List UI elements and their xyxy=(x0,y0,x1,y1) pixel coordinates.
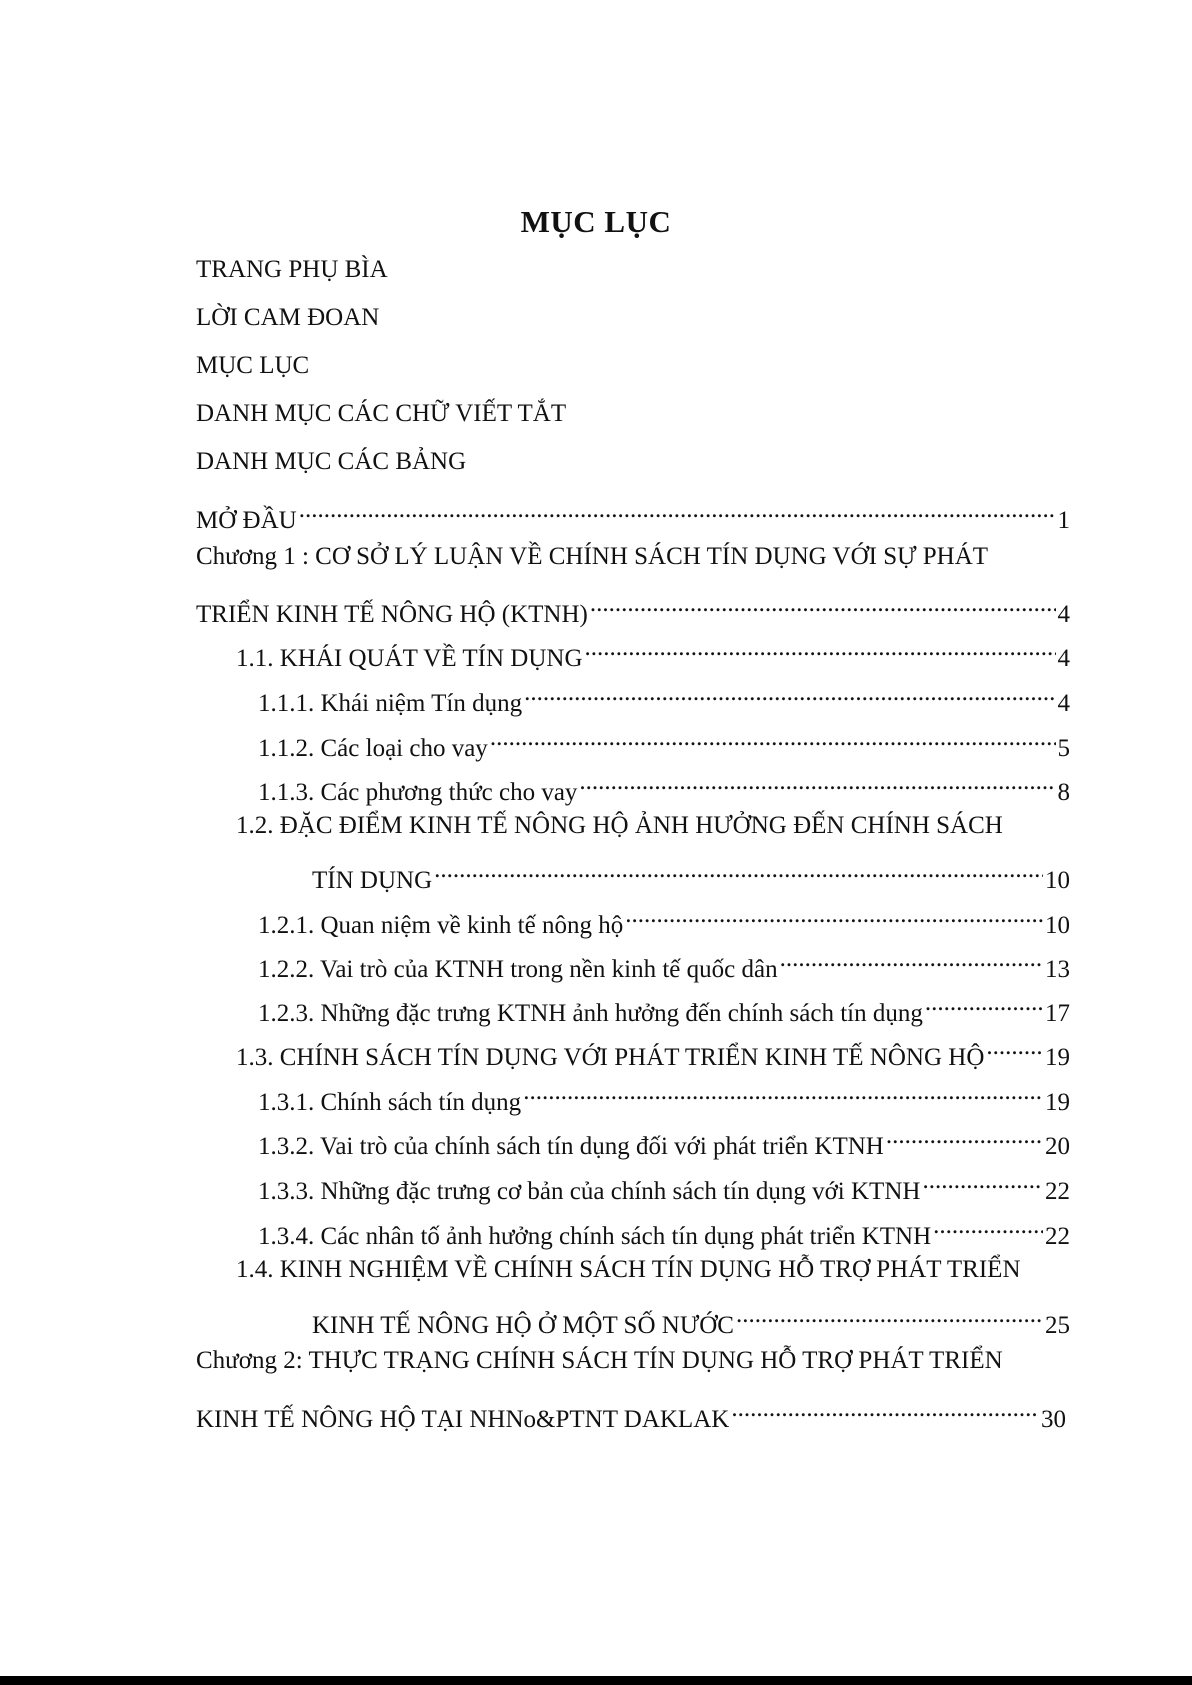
toc-entry-text: 1.2.2. Vai trò của KTNH trong nền kinh tế quốc dân xyxy=(258,956,778,983)
toc-page-number: 1 xyxy=(1057,507,1070,534)
toc-page-number: 4 xyxy=(1057,645,1070,672)
toc-page-number: 22 xyxy=(1045,1223,1070,1250)
toc-section-1-1-2 xyxy=(258,720,1070,762)
toc-page-number: 19 xyxy=(1045,1044,1070,1071)
toc-page-number: 10 xyxy=(1045,867,1070,894)
toc-section-1-2-line-2 xyxy=(312,852,1070,894)
toc-entry-text: Chương 1 : CƠ SỞ LÝ LUẬN VỀ CHÍNH SÁCH TÍN DỤNG VỚI SỰ PHÁT xyxy=(196,543,989,570)
toc-entry-text: 1.1.1. Khái niệm Tín dụng xyxy=(258,690,523,717)
toc-page-number: 17 xyxy=(1045,1000,1070,1027)
toc-page-number: 30 xyxy=(1041,1406,1066,1433)
toc-entry-text: 1.3.3. Những đặc trưng cơ bản của chính sách tín dụng với KTNH xyxy=(258,1178,921,1205)
toc-entry-text: DANH MỤC CÁC BẢNG xyxy=(196,448,467,475)
toc-page-number: 22 xyxy=(1045,1178,1070,1205)
toc-entry-text: KINH TẾ NÔNG HỘ TẠI NHNo&PTNT DAKLAK xyxy=(196,1406,730,1433)
toc-section-1-3-2 xyxy=(258,1118,1070,1160)
toc-entry-text: LỜI CAM ĐOAN xyxy=(196,304,380,331)
toc-leader-dots xyxy=(780,941,1043,977)
toc-entry-text: 1.3. CHÍNH SÁCH TÍN DỤNG VỚI PHÁT TRIỂN KINH TẾ NÔNG HỘ xyxy=(236,1044,985,1071)
page-title: MỤC LỤC xyxy=(520,204,672,239)
toc-leader-dots xyxy=(922,1163,1043,1199)
toc-front-matter-1 xyxy=(196,252,388,288)
toc-chapter-1-line-2 xyxy=(196,586,1070,628)
toc-entry-mo-dau xyxy=(196,492,1070,534)
toc-section-1-2-3 xyxy=(258,985,1070,1027)
toc-page-number: 4 xyxy=(1057,601,1070,628)
toc-leader-dots xyxy=(590,586,1056,622)
toc-entry-text: 1.1. KHÁI QUÁT VỀ TÍN DỤNG xyxy=(236,645,583,672)
toc-section-1-4-line-2 xyxy=(312,1297,1070,1339)
toc-leader-dots xyxy=(736,1297,1043,1333)
toc-section-1-3-4 xyxy=(258,1208,1070,1250)
toc-leader-dots xyxy=(933,1208,1043,1244)
toc-section-1-1 xyxy=(236,630,1070,672)
toc-entry-text: TÍN DỤNG xyxy=(312,867,433,894)
toc-section-1-2-1 xyxy=(258,897,1070,939)
toc-page-number: 4 xyxy=(1057,690,1070,717)
toc-chapter-2-line-2 xyxy=(196,1391,1066,1433)
toc-front-matter-2 xyxy=(196,300,379,336)
toc-front-matter-4 xyxy=(196,396,566,432)
toc-entry-text: MỤC LỤC xyxy=(196,352,310,379)
toc-leader-dots xyxy=(585,630,1056,666)
toc-leader-dots xyxy=(579,764,1055,800)
toc-section-1-4-line-1 xyxy=(236,1252,1021,1288)
toc-page-number: 25 xyxy=(1045,1312,1070,1339)
toc-section-1-2-line-1 xyxy=(236,808,1003,844)
toc-entry-text: 1.2.1. Quan niệm về kinh tế nông hộ xyxy=(258,912,624,939)
toc-leader-dots xyxy=(886,1118,1043,1154)
toc-section-1-3 xyxy=(236,1029,1070,1071)
toc-entry-text: 1.2. ĐẶC ĐIỂM KINH TẾ NÔNG HỘ ẢNH HƯỞNG ĐẾN CHÍNH SÁCH xyxy=(236,812,1003,839)
toc-entry-text: 1.3.1. Chính sách tín dụng xyxy=(258,1089,522,1116)
toc-page-number: 8 xyxy=(1057,779,1070,806)
toc-section-1-3-1 xyxy=(258,1074,1070,1116)
toc-page-number: 20 xyxy=(1045,1133,1070,1160)
toc-entry-text: 1.1.3. Các phương thức cho vay xyxy=(258,779,578,806)
toc-entry-text: KINH TẾ NÔNG HỘ Ở MỘT SỐ NƯỚC xyxy=(312,1312,734,1339)
toc-entry-text: DANH MỤC CÁC CHỮ VIẾT TẮT xyxy=(196,400,567,427)
toc-page-number: 5 xyxy=(1057,735,1070,762)
toc-leader-dots xyxy=(434,852,1043,888)
toc-leader-dots xyxy=(986,1029,1043,1065)
toc-section-1-3-3 xyxy=(258,1163,1070,1205)
toc-entry-text: MỞ ĐẦU xyxy=(196,507,297,534)
toc-section-1-2-2 xyxy=(258,941,1070,983)
toc-leader-dots xyxy=(625,897,1043,933)
toc-leader-dots xyxy=(299,492,1056,528)
toc-entry-text: TRANG PHỤ BÌA xyxy=(196,256,388,283)
bottom-border xyxy=(0,1676,1192,1685)
toc-leader-dots xyxy=(490,720,1056,756)
toc-leader-dots xyxy=(524,675,1055,711)
toc-entry-text: 1.2.3. Những đặc trưng KTNH ảnh hưởng đến chính sách tín dụng xyxy=(258,1000,923,1027)
toc-entry-text: 1.3.4. Các nhân tố ảnh hưởng chính sách tín dụng phát triển KTNH xyxy=(258,1223,932,1250)
toc-section-1-1-3 xyxy=(258,764,1070,806)
toc-page-number: 13 xyxy=(1045,956,1070,983)
toc-section-1-1-1 xyxy=(258,675,1070,717)
toc-leader-dots xyxy=(925,985,1043,1021)
toc-front-matter-3 xyxy=(196,348,309,384)
toc-entry-text: 1.1.2. Các loại cho vay xyxy=(258,735,488,762)
toc-leader-dots xyxy=(523,1074,1043,1110)
toc-page-number: 10 xyxy=(1045,912,1070,939)
toc-chapter-1-line-1 xyxy=(196,539,988,575)
toc-front-matter-5 xyxy=(196,444,466,480)
toc-entry-text: 1.4. KINH NGHIỆM VỀ CHÍNH SÁCH TÍN DỤNG HỖ TRỢ PHÁT TRIỂN xyxy=(236,1256,1021,1283)
toc-entry-text: TRIỂN KINH TẾ NÔNG HỘ (KTNH) xyxy=(196,601,588,628)
toc-page-number: 19 xyxy=(1045,1089,1070,1116)
toc-entry-text: 1.3.2. Vai trò của chính sách tín dụng đối với phát triển KTNH xyxy=(258,1133,884,1160)
toc-entry-text: Chương 2: THỰC TRẠNG CHÍNH SÁCH TÍN DỤNG HỖ TRỢ PHÁT TRIỂN xyxy=(196,1347,1003,1374)
toc-leader-dots xyxy=(731,1391,1039,1427)
toc-chapter-2-line-1 xyxy=(196,1343,1003,1379)
